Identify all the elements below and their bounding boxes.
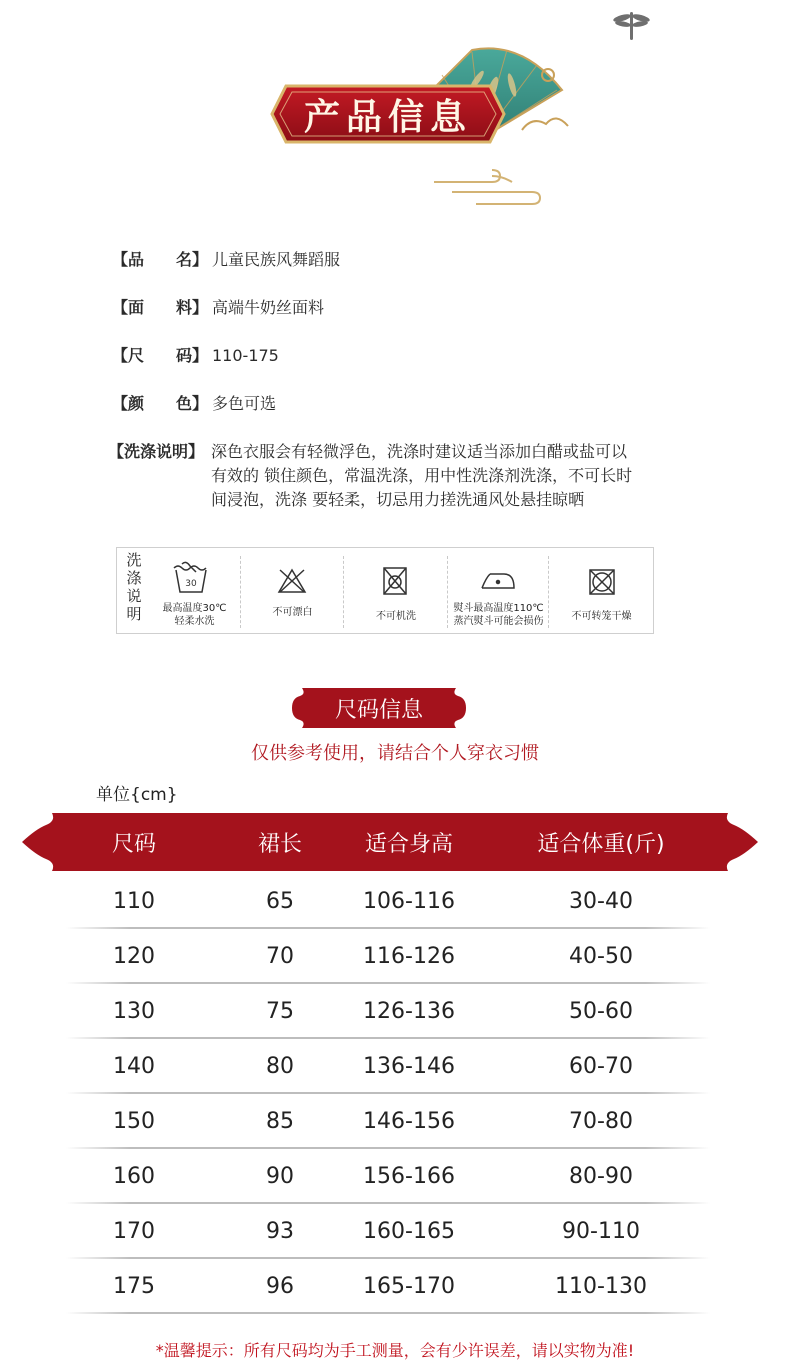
page-title: 产品信息 — [303, 95, 472, 138]
info-value: 110-175 — [212, 346, 279, 365]
row-divider — [66, 1092, 710, 1094]
table-cell: 110-130 — [555, 1273, 647, 1299]
cloud-ornament — [432, 168, 544, 208]
column-header-height: 适合身高 — [364, 831, 453, 857]
table-cell: 146-156 — [363, 1108, 455, 1134]
no-machine-wash-icon — [382, 566, 408, 596]
table-cell: 40-50 — [569, 943, 633, 969]
no-bleach-icon — [277, 568, 307, 594]
table-cell: 156-166 — [363, 1163, 455, 1189]
info-value: 儿童民族风舞蹈服 — [212, 250, 341, 269]
column-header-size: 尺码 — [111, 831, 156, 857]
iron-low-icon — [480, 568, 516, 592]
info-value: 多色可选 — [212, 394, 277, 413]
care-caption: 不可转笼干燥 — [571, 611, 632, 622]
table-cell: 110 — [113, 888, 155, 914]
care-item-iron — [448, 556, 549, 628]
table-cell: 30-40 — [569, 888, 633, 914]
care-caption: 不可机洗 — [376, 611, 416, 622]
care-caption-line: 蒸汽熨斗可能会损伤 — [453, 616, 544, 627]
info-row-size — [112, 344, 279, 368]
row-divider — [66, 1037, 710, 1039]
table-cell: 70 — [266, 943, 294, 969]
table-cell: 93 — [266, 1218, 294, 1244]
row-divider — [66, 982, 710, 984]
table-cell: 150 — [113, 1108, 155, 1134]
care-item-no-machine-wash — [344, 556, 448, 628]
care-caption-line: 最高温度30℃ — [162, 603, 227, 614]
row-divider — [66, 1147, 710, 1149]
table-cell: 106-116 — [363, 888, 455, 914]
table-cell: 126-136 — [363, 998, 455, 1024]
wash-description — [211, 440, 701, 512]
table-cell: 65 — [266, 888, 294, 914]
info-key: 【颜 色】 — [112, 394, 209, 413]
row-divider — [66, 1312, 710, 1314]
size-section-title: 尺码信息 — [334, 697, 423, 723]
info-row-color — [112, 392, 276, 416]
wash-temp-badge: 30 — [185, 579, 197, 589]
care-item-no-tumble-dry — [549, 556, 654, 628]
table-cell: 90-110 — [562, 1218, 640, 1244]
unit-label: 单位{cm} — [96, 785, 178, 805]
column-header-skirt-length: 裙长 — [257, 831, 302, 857]
table-cell: 60-70 — [569, 1053, 633, 1079]
table-cell: 80 — [266, 1053, 294, 1079]
table-cell: 90 — [266, 1163, 294, 1189]
column-header-weight: 适合体重(斤) — [537, 831, 665, 857]
table-cell: 70-80 — [569, 1108, 633, 1134]
table-cell: 116-126 — [363, 943, 455, 969]
wash-line: 深色衣服会有轻微浮色，洗涤时建议适当添加白醋或盐可以 — [211, 442, 628, 461]
table-cell: 136-146 — [363, 1053, 455, 1079]
care-item-no-bleach — [241, 556, 344, 628]
dragonfly-icon — [612, 8, 652, 44]
table-cell: 120 — [113, 943, 155, 969]
info-value: 高端牛奶丝面料 — [212, 298, 325, 317]
row-divider — [66, 1202, 710, 1204]
table-cell: 130 — [113, 998, 155, 1024]
wash-line: 有效的 锁住颜色，常温洗涤，用中性洗涤剂洗涤，不可长时 — [211, 466, 633, 485]
table-cell: 50-60 — [569, 998, 633, 1024]
care-item-hand-wash — [148, 556, 241, 628]
table-cell: 75 — [266, 998, 294, 1024]
info-key: 【尺 码】 — [112, 346, 209, 365]
wash-line: 间浸泡，洗涤 要轻柔，切忌用力搓洗通风处悬挂晾晒 — [211, 490, 585, 509]
table-cell: 170 — [113, 1218, 155, 1244]
row-divider — [66, 1257, 710, 1259]
wash-key-row — [108, 440, 204, 464]
size-section-subtitle: 仅供参考使用，请结合个人穿衣习惯 — [251, 743, 539, 764]
care-label-heading: 洗涤说明 — [126, 551, 142, 623]
table-cell: 85 — [266, 1108, 294, 1134]
care-caption-line: 轻柔水洗 — [174, 616, 215, 627]
info-row-fabric — [112, 296, 324, 320]
table-cell: 160-165 — [363, 1218, 455, 1244]
care-caption: 不可漂白 — [272, 607, 313, 618]
info-key: 【品 名】 — [112, 250, 209, 269]
hand-wash-30-icon — [172, 560, 210, 594]
table-cell: 140 — [113, 1053, 155, 1079]
care-caption-line: 熨斗最高温度110℃ — [453, 603, 544, 614]
wash-key: 【洗涤说明】 — [108, 442, 205, 461]
table-cell: 96 — [266, 1273, 294, 1299]
table-cell: 165-170 — [363, 1273, 455, 1299]
table-cell: 175 — [113, 1273, 155, 1299]
row-divider — [66, 927, 710, 929]
info-row-name — [112, 248, 340, 272]
table-cell: 80-90 — [569, 1163, 633, 1189]
footer-note: *温馨提示：所有尺码均为手工测量，会有少许误差，请以实物为准! — [155, 1341, 635, 1360]
care-caption — [448, 602, 549, 628]
table-cell: 160 — [113, 1163, 155, 1189]
info-key: 【面 料】 — [112, 298, 209, 317]
no-tumble-dry-icon — [588, 568, 616, 596]
care-caption — [148, 602, 241, 628]
